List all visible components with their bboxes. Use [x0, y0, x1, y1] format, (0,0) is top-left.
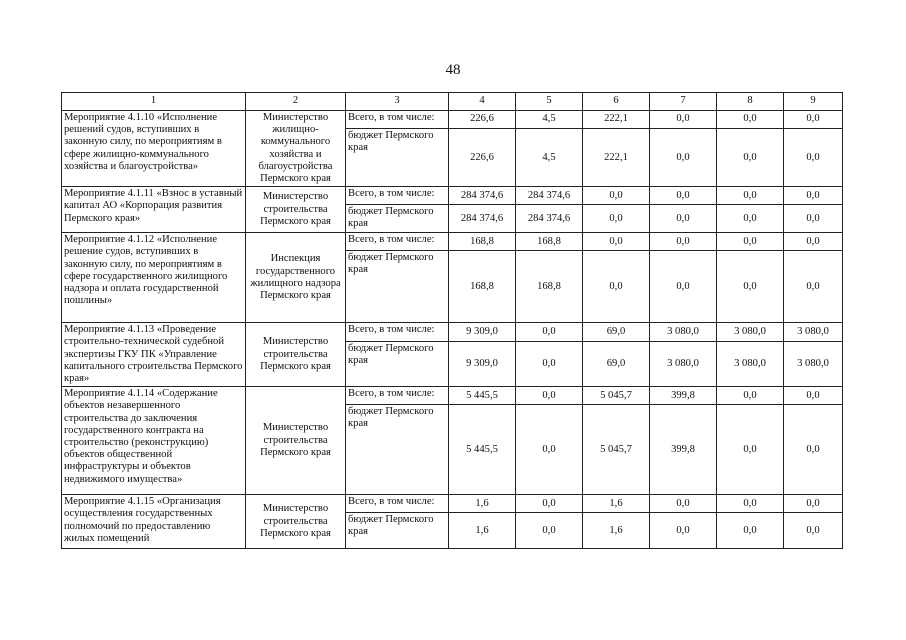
- executor-cell: Министерство жилищно-коммунального хозяйства и благоустройства Пермского края: [246, 111, 346, 187]
- budget-value: 399,8: [650, 405, 717, 495]
- budget-value: 284 374,6: [449, 205, 516, 233]
- budget-value: 69,0: [583, 342, 650, 387]
- budget-value: 0,0: [516, 513, 583, 549]
- budget-value: 0,0: [717, 513, 784, 549]
- budget-value: 168,8: [449, 251, 516, 323]
- total-value: 0,0: [717, 111, 784, 129]
- budget-value: 0,0: [650, 205, 717, 233]
- activity-description: Мероприятие 4.1.13 «Проведение строительно-технической судебной экспертизы ГКУ ПК «Управление капитального строительства Пермского края»: [62, 323, 246, 387]
- budget-value: 0,0: [717, 405, 784, 495]
- total-label: Всего, в том числе:: [346, 111, 449, 129]
- activity-total-row: [62, 323, 843, 342]
- total-value: 3 080,0: [717, 323, 784, 342]
- total-value: 0,0: [650, 111, 717, 129]
- budget-value: 0,0: [516, 342, 583, 387]
- executor-cell: Министерство строительства Пермского края: [246, 387, 346, 495]
- activity-description: Мероприятие 4.1.12 «Исполнение решение судов, вступивших в законную силу, по мероприятиям в сфере государственного жилищного надзора и оплата государственной пошлины»: [62, 233, 246, 323]
- total-value: 0,0: [784, 187, 843, 205]
- executor-cell: Министерство строительства Пермского края: [246, 323, 346, 387]
- budget-value: 0,0: [516, 405, 583, 495]
- budget-value: 226,6: [449, 129, 516, 187]
- budget-value: 168,8: [516, 251, 583, 323]
- total-value: 5 045,7: [583, 387, 650, 405]
- budget-value: 0,0: [717, 205, 784, 233]
- total-value: 0,0: [583, 233, 650, 251]
- header-cell: 5: [516, 93, 583, 111]
- budget-value: 9 309,0: [449, 342, 516, 387]
- budget-value: 0,0: [583, 205, 650, 233]
- budget-label: бюджет Пермского края: [346, 205, 449, 233]
- budget-value: 0,0: [717, 129, 784, 187]
- total-label: Всего, в том числе:: [346, 323, 449, 342]
- header-cell: 4: [449, 93, 516, 111]
- total-label: Всего, в том числе:: [346, 233, 449, 251]
- total-value: 1,6: [583, 495, 650, 513]
- budget-value: 1,6: [449, 513, 516, 549]
- header-row: [62, 93, 843, 111]
- total-value: 69,0: [583, 323, 650, 342]
- page-number: 48: [445, 62, 461, 78]
- activity-description: Мероприятие 4.1.15 «Организация осуществления государственных полномочий по предоставлению жилых помещений: [62, 495, 246, 549]
- budget-label: бюджет Пермского края: [346, 513, 449, 549]
- total-value: 0,0: [717, 387, 784, 405]
- budget-value: 3 080,0: [650, 342, 717, 387]
- total-value: 0,0: [516, 495, 583, 513]
- total-value: 168,8: [516, 233, 583, 251]
- total-value: 168,8: [449, 233, 516, 251]
- budget-value: 222,1: [583, 129, 650, 187]
- total-value: 0,0: [516, 387, 583, 405]
- activity-total-row: [62, 233, 843, 251]
- total-value: 284 374,6: [516, 187, 583, 205]
- budget-value: 4,5: [516, 129, 583, 187]
- total-value: 4,5: [516, 111, 583, 129]
- total-value: 0,0: [650, 233, 717, 251]
- activity-total-row: [62, 187, 843, 205]
- budget-label: бюджет Пермского края: [346, 405, 449, 495]
- total-value: 0,0: [784, 233, 843, 251]
- total-label: Всего, в том числе:: [346, 495, 449, 513]
- total-value: 0,0: [516, 323, 583, 342]
- activity-description: Мероприятие 4.1.14 «Содержание объектов незавершенного строительства до заключения государственного контракта на строительство (реконструкцию) объектов общественной инфраструктуры и объектов недвижимого имущества»: [62, 387, 246, 495]
- total-value: 0,0: [784, 387, 843, 405]
- total-value: 9 309,0: [449, 323, 516, 342]
- total-value: 0,0: [717, 233, 784, 251]
- total-value: 0,0: [650, 187, 717, 205]
- activity-description: Мероприятие 4.1.11 «Взнос в уставный капитал АО «Корпорация развития Пермского края»: [62, 187, 246, 233]
- total-value: 0,0: [583, 187, 650, 205]
- total-value: 5 445,5: [449, 387, 516, 405]
- total-value: 226,6: [449, 111, 516, 129]
- budget-value: 5 045,7: [583, 405, 650, 495]
- executor-cell: Инспекция государственного жилищного надзора Пермского края: [246, 233, 346, 323]
- activity-description: Мероприятие 4.1.10 «Исполнение решений судов, вступивших в законную силу, по мероприятиям в сфере жилищно-коммунального хозяйства и благоустройства»: [62, 111, 246, 187]
- budget-value: 3 080,0: [717, 342, 784, 387]
- budget-value: 5 445,5: [449, 405, 516, 495]
- total-value: 0,0: [784, 495, 843, 513]
- total-value: 3 080,0: [650, 323, 717, 342]
- activity-total-row: [62, 387, 843, 405]
- budget-label: бюджет Пермского края: [346, 342, 449, 387]
- total-value: 0,0: [650, 495, 717, 513]
- budget-value: 3 080,0: [784, 342, 843, 387]
- budget-value: 0,0: [784, 129, 843, 187]
- budget-label: бюджет Пермского края: [346, 251, 449, 323]
- budget-label: бюджет Пермского края: [346, 129, 449, 187]
- header-cell: 3: [346, 93, 449, 111]
- total-value: 399,8: [650, 387, 717, 405]
- total-value: 3 080,0: [784, 323, 843, 342]
- budget-value: 0,0: [784, 405, 843, 495]
- budget-value: 0,0: [784, 205, 843, 233]
- header-cell: 7: [650, 93, 717, 111]
- program-table: [61, 92, 843, 549]
- header-cell: 9: [784, 93, 843, 111]
- total-value: 284 374,6: [449, 187, 516, 205]
- total-label: Всего, в том числе:: [346, 187, 449, 205]
- total-value: 0,0: [784, 111, 843, 129]
- executor-cell: Министерство строительства Пермского края: [246, 187, 346, 233]
- activity-total-row: [62, 111, 843, 129]
- budget-value: 0,0: [784, 251, 843, 323]
- executor-cell: Министерство строительства Пермского края: [246, 495, 346, 549]
- budget-value: 0,0: [650, 251, 717, 323]
- total-label: Всего, в том числе:: [346, 387, 449, 405]
- budget-value: 0,0: [650, 129, 717, 187]
- budget-value: 0,0: [650, 513, 717, 549]
- header-cell: 6: [583, 93, 650, 111]
- header-cell: 1: [62, 93, 246, 111]
- total-value: 222,1: [583, 111, 650, 129]
- budget-value: 0,0: [784, 513, 843, 549]
- budget-value: 284 374,6: [516, 205, 583, 233]
- budget-value: 0,0: [583, 251, 650, 323]
- budget-value: 0,0: [717, 251, 784, 323]
- total-value: 1,6: [449, 495, 516, 513]
- activity-total-row: [62, 495, 843, 513]
- header-cell: 8: [717, 93, 784, 111]
- total-value: 0,0: [717, 495, 784, 513]
- header-cell: 2: [246, 93, 346, 111]
- budget-value: 1,6: [583, 513, 650, 549]
- total-value: 0,0: [717, 187, 784, 205]
